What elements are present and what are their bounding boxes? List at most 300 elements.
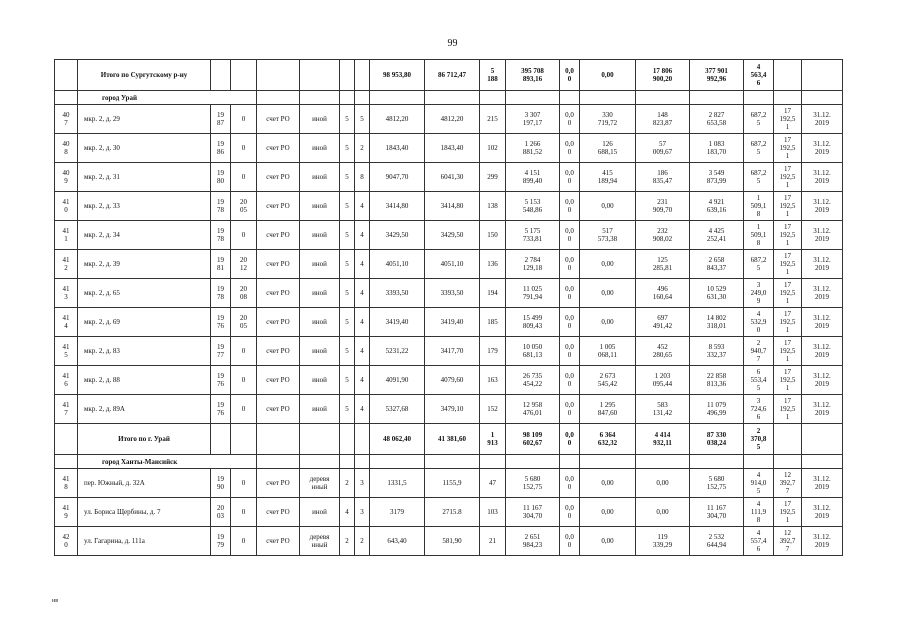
empty-cell: [425, 455, 480, 469]
municipal-share-cell: 1 203 095,44: [636, 366, 690, 395]
region-share-cell: 2 673 545,42: [580, 366, 636, 395]
total-area-cell: 48 062,40: [370, 424, 425, 455]
table-row: [55, 527, 843, 556]
year-built-cell: 20 03: [211, 498, 231, 527]
wall-material-cell: иной: [300, 134, 340, 163]
wall-material-cell: иной: [300, 163, 340, 192]
floors-cell: 2: [340, 527, 355, 556]
fund-method-cell: счет РО: [257, 134, 300, 163]
cost-limit-cell: 12 392,7 7: [774, 527, 802, 556]
entrances-cell: 4: [355, 192, 370, 221]
empty-cell: [340, 424, 355, 455]
repair-cost-cell: 2 651 984,23: [506, 527, 560, 556]
entrances-cell: 4: [355, 221, 370, 250]
table-row: [55, 192, 843, 221]
cost-limit-cell: 17 192,5 1: [774, 134, 802, 163]
empty-cell: [231, 60, 257, 91]
fund-method-cell: счет РО: [257, 527, 300, 556]
entrances-cell: 5: [355, 105, 370, 134]
deadline-cell: 31.12. 2019: [802, 279, 843, 308]
empty-cell: [802, 91, 843, 105]
address-cell: мкр. 2, д. 69: [78, 308, 211, 337]
row-number-cell: 41 7: [55, 395, 78, 424]
row-number-cell: 41 9: [55, 498, 78, 527]
municipal-share-cell: 583 131,42: [636, 395, 690, 424]
table-row: [55, 250, 843, 279]
deadline-cell: 31.12. 2019: [802, 366, 843, 395]
municipal-share-cell: 57 009,67: [636, 134, 690, 163]
empty-cell: [560, 455, 580, 469]
empty-cell: [55, 424, 78, 455]
empty-cell: [774, 60, 802, 91]
empty-cell: [636, 91, 690, 105]
residents-cell: 5 188: [480, 60, 506, 91]
row-number-cell: 40 7: [55, 105, 78, 134]
entrances-cell: 3: [355, 498, 370, 527]
living-area-cell: 4051,10: [425, 250, 480, 279]
address-cell: мкр. 2, д. 34: [78, 221, 211, 250]
owners-share-cell: 22 858 813,36: [690, 366, 744, 395]
repair-cost-cell: 98 109 602,67: [506, 424, 560, 455]
address-cell: ул. Бориса Щербины, д. 7: [78, 498, 211, 527]
floors-cell: 5: [340, 163, 355, 192]
empty-cell: [257, 60, 300, 91]
residents-cell: 138: [480, 192, 506, 221]
total-area-cell: 5327,68: [370, 395, 425, 424]
repair-cost-cell: 3 307 197,17: [506, 105, 560, 134]
row-number-cell: 41 6: [55, 366, 78, 395]
empty-cell: [55, 60, 78, 91]
year-repair-cell: 0: [231, 366, 257, 395]
owners-share-cell: 11 167 304,70: [690, 498, 744, 527]
owners-share-cell: 2 658 843,37: [690, 250, 744, 279]
cost-per-m2-cell: 4 914,0 5: [744, 469, 774, 498]
living-area-cell: 1155,9: [425, 469, 480, 498]
address-cell: мкр. 2, д. 89А: [78, 395, 211, 424]
floors-cell: 4: [340, 498, 355, 527]
residents-cell: 299: [480, 163, 506, 192]
fund-method-cell: счет РО: [257, 105, 300, 134]
living-area-cell: 581,90: [425, 527, 480, 556]
empty-cell: [744, 455, 774, 469]
empty-cell: [211, 60, 231, 91]
table-row: [55, 469, 843, 498]
year-repair-cell: 0: [231, 134, 257, 163]
empty-cell: [257, 424, 300, 455]
year-built-cell: 19 77: [211, 337, 231, 366]
wall-material-cell: иной: [300, 366, 340, 395]
region-share-cell: 6 364 632,32: [580, 424, 636, 455]
repair-cost-cell: 5 175 733,81: [506, 221, 560, 250]
empty-cell: [774, 424, 802, 455]
region-share-cell: 1 295 847,60: [580, 395, 636, 424]
row-number-cell: 42 0: [55, 527, 78, 556]
region-share-cell: 0,00: [580, 498, 636, 527]
empty-cell: [355, 424, 370, 455]
municipal-share-cell: 231 909,70: [636, 192, 690, 221]
address-cell: мкр. 2, д. 33: [78, 192, 211, 221]
residents-cell: 194: [480, 279, 506, 308]
municipal-share-cell: 697 491,42: [636, 308, 690, 337]
total-area-cell: 5231,22: [370, 337, 425, 366]
living-area-cell: 3417,70: [425, 337, 480, 366]
cost-limit-cell: 17 192,5 1: [774, 250, 802, 279]
empty-cell: [300, 60, 340, 91]
deadline-cell: 31.12. 2019: [802, 337, 843, 366]
cost-limit-cell: 17 192,5 1: [774, 163, 802, 192]
empty-cell: [370, 91, 425, 105]
residents-cell: 185: [480, 308, 506, 337]
entrances-cell: 8: [355, 163, 370, 192]
municipal-share-cell: 496 160,64: [636, 279, 690, 308]
empty-cell: [355, 60, 370, 91]
table-row: [55, 163, 843, 192]
cost-limit-cell: 17 192,5 1: [774, 192, 802, 221]
empty-cell: [340, 60, 355, 91]
total-area-cell: 98 953,80: [370, 60, 425, 91]
page-number: 99: [447, 38, 458, 49]
row-number-cell: 40 9: [55, 163, 78, 192]
empty-cell: [580, 91, 636, 105]
year-repair-cell: 20 05: [231, 308, 257, 337]
city-name: город Урай: [78, 91, 257, 105]
address-cell: мкр. 2, д. 30: [78, 134, 211, 163]
wall-material-cell: иной: [300, 192, 340, 221]
living-area-cell: 3429,50: [425, 221, 480, 250]
fund-method-cell: счет РО: [257, 366, 300, 395]
wall-material-cell: иной: [300, 221, 340, 250]
entrances-cell: 4: [355, 308, 370, 337]
municipal-share-cell: 232 908,02: [636, 221, 690, 250]
repair-cost-cell: 11 025 791,94: [506, 279, 560, 308]
repair-cost-cell: 395 708 893,16: [506, 60, 560, 91]
owners-share-cell: 2 532 644,94: [690, 527, 744, 556]
empty-cell: [300, 424, 340, 455]
living-area-cell: 2715.8: [425, 498, 480, 527]
address-cell: мкр. 2, д. 39: [78, 250, 211, 279]
total-label: Итого по Сургутскому р-ну: [78, 60, 211, 91]
region-share-cell: 0,00: [580, 279, 636, 308]
repair-cost-cell: 26 735 454,22: [506, 366, 560, 395]
repair-cost-cell: 5 153 548,86: [506, 192, 560, 221]
deadline-cell: 31.12. 2019: [802, 308, 843, 337]
fund-share-cell: 0,0 0: [560, 395, 580, 424]
cost-limit-cell: 17 192,5 1: [774, 337, 802, 366]
year-built-cell: 19 78: [211, 221, 231, 250]
wall-material-cell: иной: [300, 308, 340, 337]
fund-share-cell: 0,0 0: [560, 105, 580, 134]
empty-cell: [355, 91, 370, 105]
entrances-cell: 4: [355, 250, 370, 279]
wall-material-cell: деревя нный: [300, 469, 340, 498]
fund-share-cell: 0,0 0: [560, 163, 580, 192]
empty-cell: [257, 91, 300, 105]
repair-cost-cell: 4 151 899,40: [506, 163, 560, 192]
year-repair-cell: 0: [231, 469, 257, 498]
year-repair-cell: 0: [231, 498, 257, 527]
residents-cell: 150: [480, 221, 506, 250]
total-area-cell: 3414,80: [370, 192, 425, 221]
municipal-share-cell: 0,00: [636, 498, 690, 527]
empty-cell: [560, 91, 580, 105]
entrances-cell: 3: [355, 469, 370, 498]
fund-method-cell: счет РО: [257, 250, 300, 279]
city-name: город Ханты-Мансийск: [78, 455, 257, 469]
fund-share-cell: 0,0 0: [560, 250, 580, 279]
residents-cell: 215: [480, 105, 506, 134]
empty-cell: [802, 455, 843, 469]
region-share-cell: 0,00: [580, 192, 636, 221]
total-row: [55, 60, 843, 91]
residents-cell: 47: [480, 469, 506, 498]
year-built-cell: 19 78: [211, 192, 231, 221]
cost-per-m2-cell: 6 553,4 5: [744, 366, 774, 395]
floors-cell: 5: [340, 395, 355, 424]
table-row: [55, 105, 843, 134]
cost-limit-cell: 17 192,5 1: [774, 308, 802, 337]
region-share-cell: 0,00: [580, 308, 636, 337]
row-number-cell: 40 8: [55, 134, 78, 163]
cost-per-m2-cell: 687,2 5: [744, 250, 774, 279]
cost-limit-cell: 12 392,7 7: [774, 469, 802, 498]
empty-cell: [506, 455, 560, 469]
row-number-cell: 41 0: [55, 192, 78, 221]
empty-cell: [340, 91, 355, 105]
total-area-cell: 3179: [370, 498, 425, 527]
living-area-cell: 3414,80: [425, 192, 480, 221]
municipal-share-cell: 148 823,87: [636, 105, 690, 134]
region-share-cell: 0,00: [580, 60, 636, 91]
row-number-cell: 41 1: [55, 221, 78, 250]
empty-cell: [480, 455, 506, 469]
year-built-cell: 19 76: [211, 308, 231, 337]
year-repair-cell: 0: [231, 337, 257, 366]
year-repair-cell: 20 12: [231, 250, 257, 279]
repair-cost-cell: 11 167 304,70: [506, 498, 560, 527]
owners-share-cell: 11 079 496,99: [690, 395, 744, 424]
empty-cell: [300, 91, 340, 105]
cost-per-m2-cell: 687,2 5: [744, 105, 774, 134]
year-repair-cell: 0: [231, 527, 257, 556]
wall-material-cell: иной: [300, 105, 340, 134]
wall-material-cell: иной: [300, 498, 340, 527]
region-share-cell: 0,00: [580, 469, 636, 498]
empty-cell: [211, 424, 231, 455]
repair-cost-cell: 1 266 881,52: [506, 134, 560, 163]
region-share-cell: 415 189,94: [580, 163, 636, 192]
cost-per-m2-cell: 687,2 5: [744, 163, 774, 192]
total-area-cell: 1331,5: [370, 469, 425, 498]
floors-cell: 5: [340, 279, 355, 308]
fund-method-cell: счет РО: [257, 395, 300, 424]
table-row: [55, 308, 843, 337]
residents-cell: 179: [480, 337, 506, 366]
deadline-cell: 31.12. 2019: [802, 134, 843, 163]
empty-cell: [802, 424, 843, 455]
table-row: [55, 498, 843, 527]
year-built-cell: 19 90: [211, 469, 231, 498]
deadline-cell: 31.12. 2019: [802, 192, 843, 221]
residents-cell: 152: [480, 395, 506, 424]
total-area-cell: 643,40: [370, 527, 425, 556]
residents-cell: 1 913: [480, 424, 506, 455]
region-share-cell: 126 688,15: [580, 134, 636, 163]
fund-share-cell: 0,0 0: [560, 308, 580, 337]
cost-per-m2-cell: 1 509,1 8: [744, 221, 774, 250]
municipal-share-cell: 452 280,65: [636, 337, 690, 366]
deadline-cell: 31.12. 2019: [802, 163, 843, 192]
entrances-cell: 4: [355, 279, 370, 308]
year-built-cell: 19 76: [211, 395, 231, 424]
fund-share-cell: 0,0 0: [560, 527, 580, 556]
table-row: [55, 366, 843, 395]
footer-mark: нв: [52, 598, 59, 604]
year-built-cell: 19 86: [211, 134, 231, 163]
address-cell: мкр. 2, д. 29: [78, 105, 211, 134]
total-area-cell: 3429,50: [370, 221, 425, 250]
municipal-share-cell: 4 414 932,11: [636, 424, 690, 455]
wall-material-cell: иной: [300, 279, 340, 308]
total-label: Итого по г. Урай: [78, 424, 211, 455]
owners-share-cell: 2 827 653,58: [690, 105, 744, 134]
cost-per-m2-cell: 3 249,0 9: [744, 279, 774, 308]
fund-share-cell: 0,0 0: [560, 221, 580, 250]
deadline-cell: 31.12. 2019: [802, 527, 843, 556]
wall-material-cell: иной: [300, 337, 340, 366]
owners-share-cell: 5 680 152,75: [690, 469, 744, 498]
cost-per-m2-cell: 4 111,9 8: [744, 498, 774, 527]
total-area-cell: 1843,40: [370, 134, 425, 163]
owners-share-cell: 10 529 631,30: [690, 279, 744, 308]
empty-cell: [774, 455, 802, 469]
total-area-cell: 4091,90: [370, 366, 425, 395]
table-row: [55, 134, 843, 163]
fund-method-cell: счет РО: [257, 469, 300, 498]
year-built-cell: 19 78: [211, 279, 231, 308]
city-header-row: [55, 455, 843, 469]
fund-share-cell: 0,0 0: [560, 60, 580, 91]
cost-per-m2-cell: 3 724,6 6: [744, 395, 774, 424]
empty-cell: [774, 91, 802, 105]
region-share-cell: 1 005 068,11: [580, 337, 636, 366]
entrances-cell: 4: [355, 395, 370, 424]
year-built-cell: 19 79: [211, 527, 231, 556]
residents-cell: 103: [480, 498, 506, 527]
region-share-cell: 330 719,72: [580, 105, 636, 134]
living-area-cell: 1843,40: [425, 134, 480, 163]
empty-cell: [300, 455, 340, 469]
owners-share-cell: 3 549 873,99: [690, 163, 744, 192]
total-area-cell: 4051,10: [370, 250, 425, 279]
address-cell: пер. Южный, д. 32А: [78, 469, 211, 498]
empty-cell: [231, 424, 257, 455]
row-number-cell: 41 3: [55, 279, 78, 308]
fund-share-cell: 0,0 0: [560, 337, 580, 366]
floors-cell: 5: [340, 337, 355, 366]
row-number-cell: 41 2: [55, 250, 78, 279]
owners-share-cell: 4 921 639,16: [690, 192, 744, 221]
residents-cell: 136: [480, 250, 506, 279]
floors-cell: 5: [340, 134, 355, 163]
fund-share-cell: 0,0 0: [560, 469, 580, 498]
repair-cost-cell: 5 680 152,75: [506, 469, 560, 498]
municipal-share-cell: 119 339,29: [636, 527, 690, 556]
living-area-cell: 3393,50: [425, 279, 480, 308]
cost-limit-cell: 17 192,5 1: [774, 221, 802, 250]
deadline-cell: 31.12. 2019: [802, 105, 843, 134]
cost-per-m2-cell: 2 940,7 7: [744, 337, 774, 366]
owners-share-cell: 377 901 992,96: [690, 60, 744, 91]
fund-method-cell: счет РО: [257, 337, 300, 366]
repair-cost-cell: 2 784 129,18: [506, 250, 560, 279]
fund-method-cell: счет РО: [257, 308, 300, 337]
entrances-cell: 4: [355, 366, 370, 395]
address-cell: мкр. 2, д. 31: [78, 163, 211, 192]
living-area-cell: 6041,30: [425, 163, 480, 192]
row-number-cell: 41 5: [55, 337, 78, 366]
wall-material-cell: иной: [300, 395, 340, 424]
empty-cell: [340, 455, 355, 469]
year-repair-cell: 20 08: [231, 279, 257, 308]
entrances-cell: 2: [355, 134, 370, 163]
cost-per-m2-cell: 4 557,4 6: [744, 527, 774, 556]
repair-cost-cell: 12 958 476,01: [506, 395, 560, 424]
empty-cell: [690, 455, 744, 469]
table-row: [55, 395, 843, 424]
residents-cell: 163: [480, 366, 506, 395]
cost-per-m2-cell: 687,2 5: [744, 134, 774, 163]
municipal-share-cell: 17 806 900,20: [636, 60, 690, 91]
fund-share-cell: 0,0 0: [560, 424, 580, 455]
table-row: [55, 221, 843, 250]
cost-limit-cell: 17 192,5 1: [774, 105, 802, 134]
municipal-share-cell: 186 835,47: [636, 163, 690, 192]
fund-share-cell: 0,0 0: [560, 366, 580, 395]
empty-cell: [355, 455, 370, 469]
empty-cell: [802, 60, 843, 91]
city-header-row: [55, 91, 843, 105]
region-share-cell: 0,00: [580, 250, 636, 279]
repair-cost-cell: 10 050 681,13: [506, 337, 560, 366]
cost-per-m2-cell: 2 370,8 5: [744, 424, 774, 455]
floors-cell: 5: [340, 308, 355, 337]
total-area-cell: 9047,70: [370, 163, 425, 192]
empty-cell: [580, 455, 636, 469]
cost-per-m2-cell: 4 563,4 6: [744, 60, 774, 91]
residents-cell: 102: [480, 134, 506, 163]
cost-limit-cell: 17 192,5 1: [774, 395, 802, 424]
empty-cell: [257, 455, 300, 469]
empty-cell: [506, 91, 560, 105]
owners-share-cell: 14 802 318,01: [690, 308, 744, 337]
deadline-cell: 31.12. 2019: [802, 250, 843, 279]
year-built-cell: 19 76: [211, 366, 231, 395]
year-repair-cell: 0: [231, 105, 257, 134]
floors-cell: 5: [340, 366, 355, 395]
floors-cell: 5: [340, 221, 355, 250]
address-cell: мкр. 2, д. 83: [78, 337, 211, 366]
fund-share-cell: 0,0 0: [560, 498, 580, 527]
year-repair-cell: 0: [231, 395, 257, 424]
cost-per-m2-cell: 1 509,1 8: [744, 192, 774, 221]
deadline-cell: 31.12. 2019: [802, 469, 843, 498]
empty-cell: [55, 91, 78, 105]
wall-material-cell: иной: [300, 250, 340, 279]
living-area-cell: 4079,60: [425, 366, 480, 395]
fund-method-cell: счет РО: [257, 279, 300, 308]
floors-cell: 5: [340, 250, 355, 279]
living-area-cell: 4812,20: [425, 105, 480, 134]
